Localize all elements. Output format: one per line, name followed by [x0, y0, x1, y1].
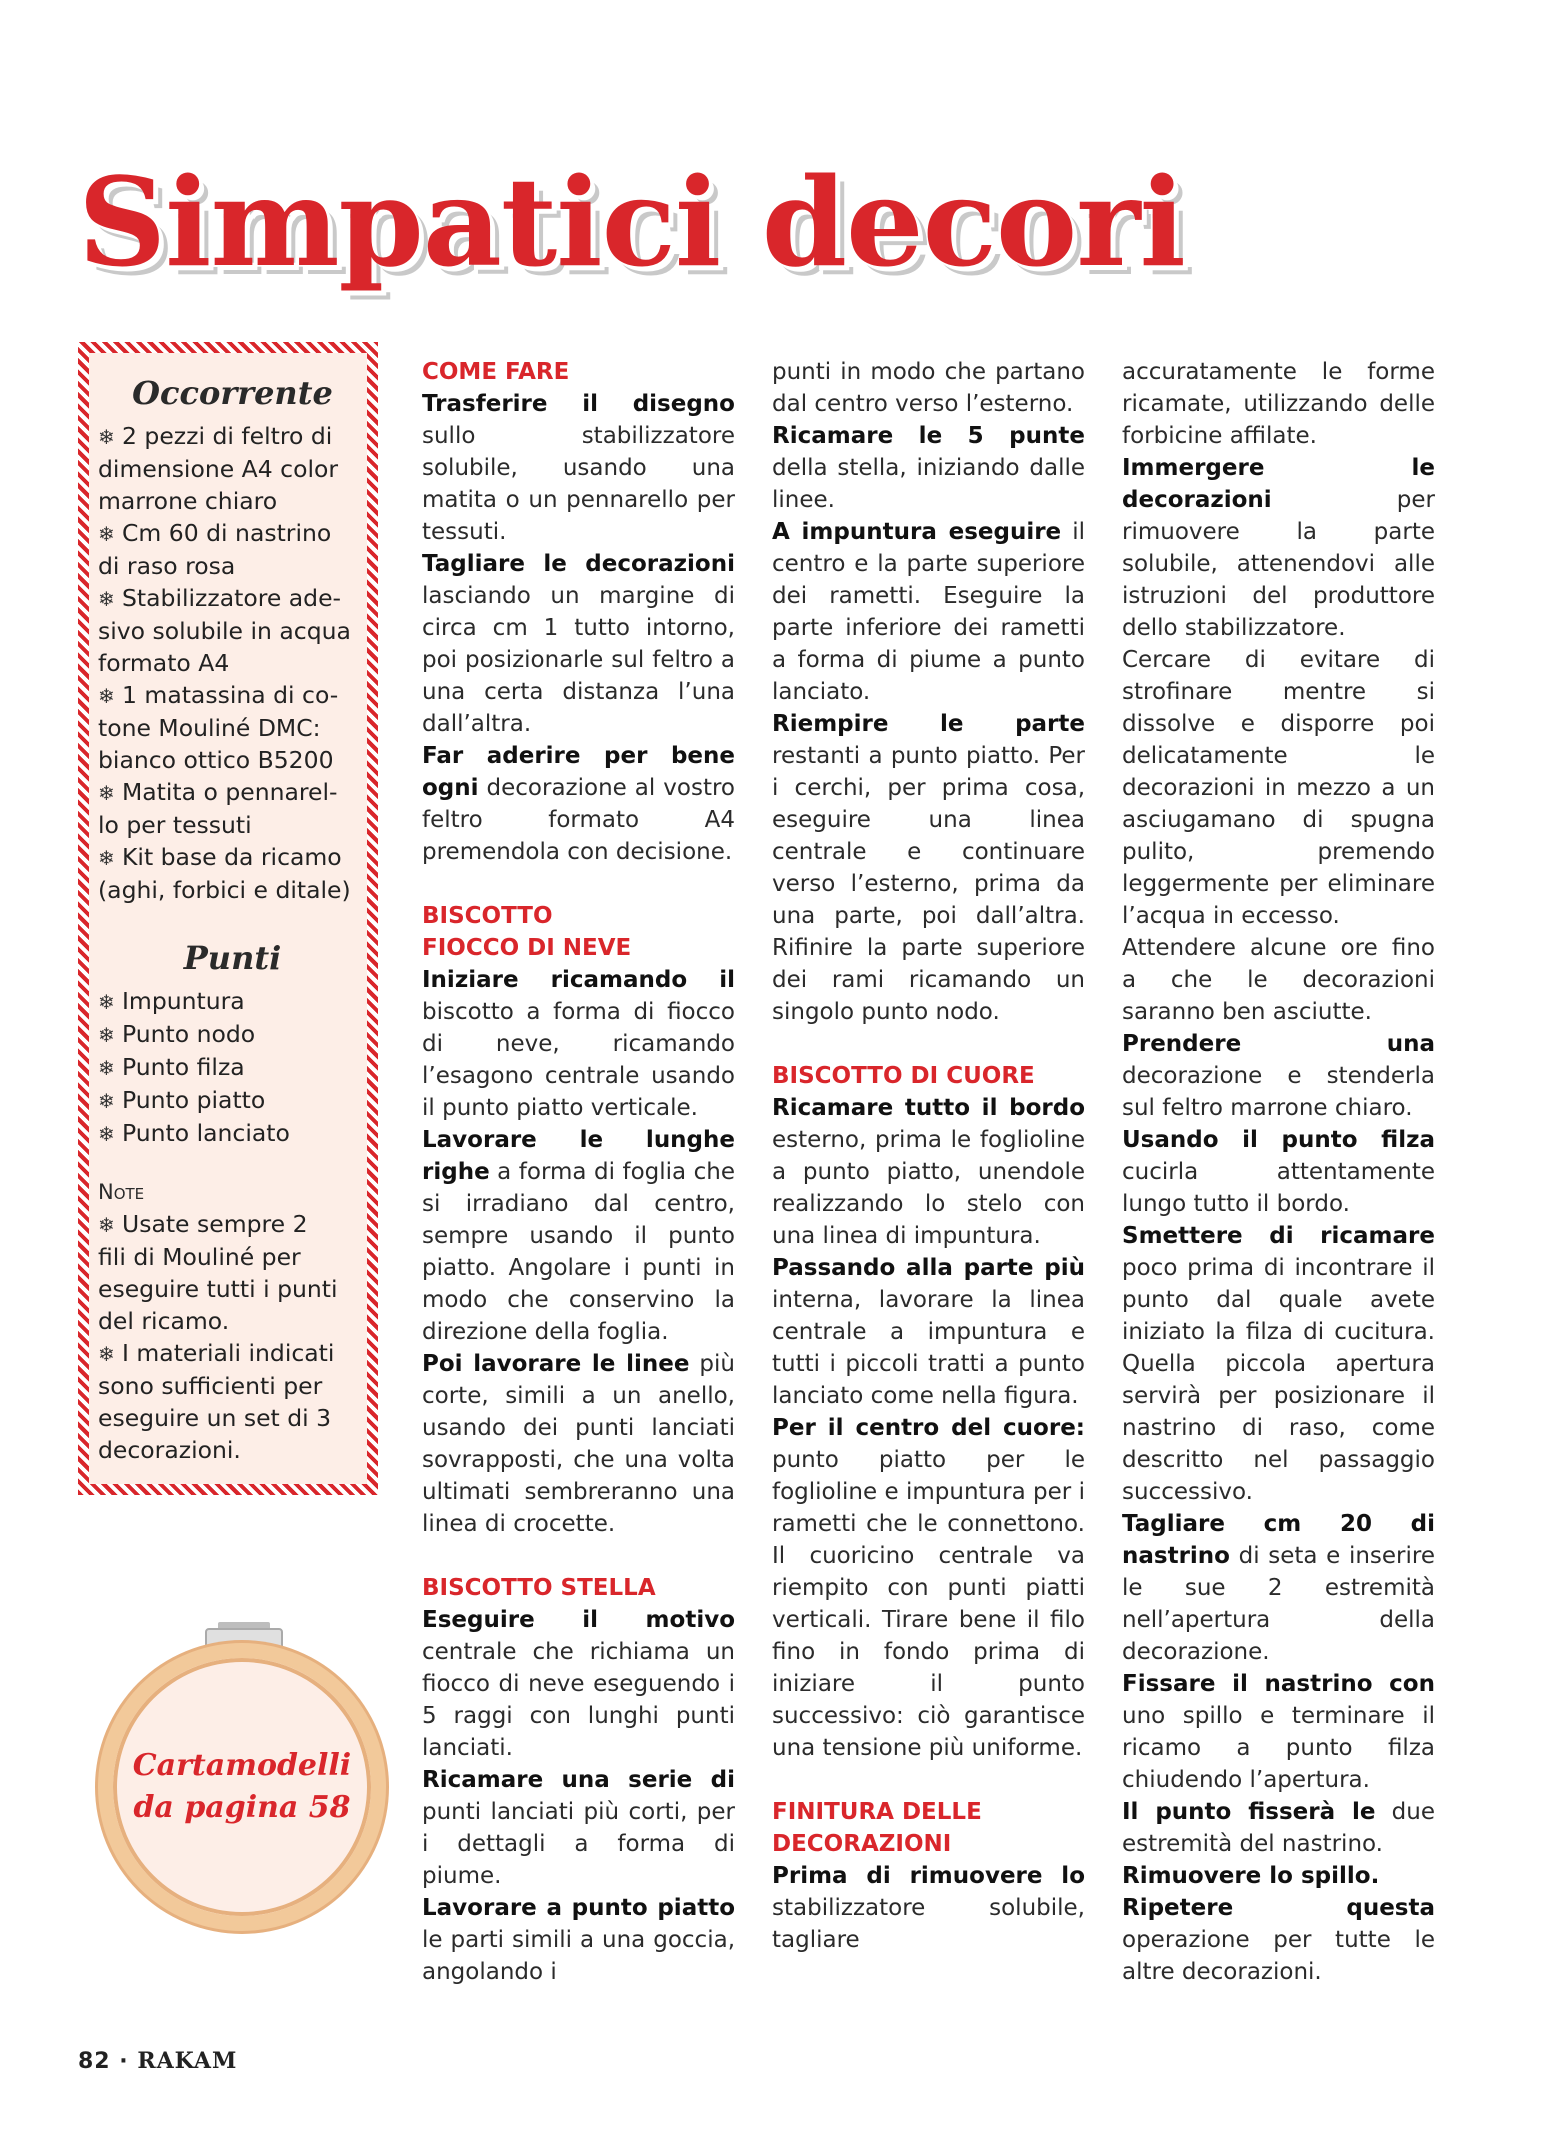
material-item: ❄ Stabilizzatore ade- [98, 582, 367, 615]
instruction-paragraph: Cercare di evitare di strofinare mentre si dissolve e disporre poi delicatamente le decorazioni in mezzo a un asciugamano di spugna pulito, premendo leggermente per eliminare l’acqua in eccesso. [1122, 647, 1435, 929]
instruction-paragraph [1122, 1860, 1435, 1892]
instruction-lead: Poi lavorare le linee [422, 1351, 690, 1377]
instruction-lead: Rimuovere lo spillo. [1122, 1863, 1380, 1889]
snowflake-bullet-icon: ❄ [98, 780, 115, 805]
section-gap [422, 868, 735, 900]
instruction-lead: Il punto fisserà le [1122, 1799, 1376, 1825]
footer-separator: · [119, 2049, 129, 2074]
instruction-paragraph: Ripetere questa operazione per tutte le altre decorazioni. [1122, 1895, 1435, 1985]
material-item: formato A4 [98, 648, 230, 677]
text-column-2 [772, 356, 1085, 1956]
snowflake-bullet-icon: ❄ [98, 424, 115, 449]
material-item: ❄ Cm 60 di nastrino [98, 517, 367, 550]
stitch-item: ❄ Punto nodo [98, 1018, 367, 1051]
stitch-item: ❄ Punto lanciato [98, 1117, 367, 1150]
stitch-item: ❄ Punto filza [98, 1051, 367, 1084]
instruction-lead: Iniziare ricamando il [422, 967, 735, 993]
note-item: eseguire tutti i punti [98, 1274, 338, 1303]
page-footer [78, 2048, 237, 2074]
instruction-paragraph: Tagliare cm 20 di nastrino di seta e inserire le sue 2 estremità nell’apertura della decorazione. [1122, 1511, 1435, 1665]
instruction-paragraph: Tagliare le decorazioni lasciando un margine di circa cm 1 tutto intorno, poi posizionarle sul feltro a una certa distanza l’una dall’altra. [422, 551, 735, 737]
text-column-3 [1122, 356, 1435, 1988]
note-item: ❄ Usate sempre 2 [98, 1208, 367, 1241]
instruction-paragraph: Ricamare le 5 punte della stella, iniziando dalle linee. [772, 423, 1085, 513]
instruction-paragraph: A impuntura eseguire il centro e la parte superiore dei rametti. Eseguire la parte inferiore dei rametti a forma di piume a punto lanciato. [772, 519, 1085, 705]
instruction-lead: Riempire le parte [772, 711, 1085, 737]
instruction-paragraph: Il punto fisserà le due estremità del nastrino. [1122, 1799, 1435, 1857]
instruction-paragraph: Lavorare a punto piatto le parti simili a una goccia, angolando i [422, 1895, 735, 1985]
instruction-lead: Immergere le decorazioni [1122, 455, 1435, 513]
note-item: decorazioni. [98, 1435, 241, 1464]
instruction-lead: Trasferire il disegno [422, 391, 735, 417]
material-item: tone Mouliné DMC: [98, 713, 321, 742]
stitch-item: ❄ Punto piatto [98, 1084, 367, 1117]
material-item: ❄ 2 pezzi di feltro di [98, 420, 367, 453]
section-heading: DECORAZIONI [772, 1831, 952, 1857]
patterns-line-1: Cartamodelli [132, 1748, 352, 1783]
section-gap [422, 1540, 735, 1572]
instruction-lead: Far aderire per bene ogni [422, 743, 735, 801]
instruction-paragraph: Poi lavorare le linee più corte, simili a un anello, usando dei punti lanciati sovrapposti, che una volta ultimati sembreranno una linea di crocette. [422, 1351, 735, 1537]
note-title: Note [98, 1179, 145, 1204]
material-item: bianco ottico B5200 [98, 745, 334, 774]
instruction-paragraph: Ricamare tutto il bordo esterno, prima le foglioline a punto piatto, unendole realizzando lo stelo con una linea di impuntura. [772, 1095, 1085, 1249]
instruction-lead: Lavorare a punto piatto [422, 1895, 735, 1921]
materials-heading: Occorrente [132, 374, 333, 412]
text-column-1 [422, 356, 735, 1988]
instruction-lead: Passando alla parte più [772, 1255, 1085, 1281]
section-gap [772, 1764, 1085, 1796]
materials-list [98, 420, 367, 906]
instruction-lead: Ricamare una serie di [422, 1767, 735, 1793]
note-item: fili di Mouliné per [98, 1242, 301, 1271]
instruction-lead: Tagliare cm 20 di nastrino [1122, 1511, 1435, 1569]
note-item: sono sufficienti per [98, 1371, 323, 1400]
notes-list [98, 1208, 367, 1466]
note-item: del ricamo. [98, 1306, 230, 1335]
instruction-paragraph: Immergere le decorazioni per rimuovere la parte solubile, attenendovi alle istruzioni del produttore dello stabilizzatore. [1122, 455, 1435, 641]
snowflake-bullet-icon: ❄ [98, 1055, 115, 1080]
section-heading: BISCOTTO STELLA [422, 1575, 656, 1601]
instruction-paragraph: Far aderire per bene ogni decorazione al vostro feltro formato A4 premendola con decisione. [422, 743, 735, 865]
magazine-name: RAKAM [137, 2048, 238, 2074]
section-heading: BISCOTTO [422, 903, 553, 929]
materials-box [78, 342, 378, 1495]
patterns-line-2: da pagina 58 [133, 1790, 351, 1825]
instruction-paragraph: Eseguire il motivo centrale che richiama un fiocco di neve eseguendo i 5 raggi con lunghi punti lanciati. [422, 1607, 735, 1761]
instruction-paragraph: Lavorare le lunghe righe a forma di foglia che si irradiano dal centro, sempre usando il punto piatto. Angolare i punti in modo che conservino la direzione della foglia. [422, 1127, 735, 1345]
instruction-paragraph: accuratamente le forme ricamate, utilizzando delle forbicine affilate. [1122, 359, 1435, 449]
material-item: dimensione A4 color [98, 454, 339, 483]
snowflake-bullet-icon: ❄ [98, 845, 115, 870]
instruction-lead: Smettere di ricamare [1122, 1223, 1435, 1249]
snowflake-bullet-icon: ❄ [98, 1341, 115, 1366]
material-item: (aghi, forbici e ditale) [98, 875, 351, 904]
material-item: marrone chiaro [98, 486, 278, 515]
page-number: 82 [78, 2049, 111, 2074]
instruction-lead: A impuntura eseguire [772, 519, 1062, 545]
instruction-lead: Tagliare le decorazioni [422, 551, 735, 577]
instruction-lead: Usando il punto filza [1122, 1127, 1435, 1153]
snowflake-bullet-icon: ❄ [98, 683, 115, 708]
stitch-item: ❄ Impuntura [98, 985, 367, 1018]
instruction-paragraph: Trasferire il disegno sullo stabilizzatore solubile, usando una matita o un pennarello per tessuti. [422, 391, 735, 545]
stitches-list [98, 985, 367, 1150]
instruction-lead: Per il centro del cuore: [772, 1415, 1085, 1441]
snowflake-bullet-icon: ❄ [98, 1212, 115, 1237]
instruction-paragraph: Smettere di ricamare poco prima di incontrare il punto dal quale avete iniziato la filza di cucitura. Quella piccola apertura servirà per posizionare il nastrino di raso, come descritto nel passaggio successivo. [1122, 1223, 1435, 1505]
material-item: ❄ Matita o pennarel- [98, 776, 367, 809]
snowflake-bullet-icon: ❄ [98, 586, 115, 611]
section-gap [772, 1028, 1085, 1060]
snowflake-bullet-icon: ❄ [98, 989, 115, 1014]
instruction-lead: Prendere una [1122, 1031, 1435, 1057]
instruction-paragraph: Iniziare ricamando il biscotto a forma di fiocco di neve, ricamando l’esagono centrale usando il punto piatto verticale. [422, 967, 735, 1121]
section-heading: BISCOTTO DI CUORE [772, 1063, 1035, 1089]
instruction-lead: Fissare il nastrino con [1122, 1671, 1435, 1697]
instruction-paragraph: Per il centro del cuore: punto piatto per le foglioline e impuntura per i rametti che le connettono. Il cuoricino centrale va riempito con punti piatti verticali. Tirare bene il filo fino in fondo prima di iniziare il punto successivo: ciò garantisce una tensione più uniforme. [772, 1415, 1085, 1761]
material-item: lo per tessuti [98, 810, 252, 839]
material-item: ❄ Kit base da ricamo [98, 841, 367, 874]
snowflake-bullet-icon: ❄ [98, 521, 115, 546]
instruction-lead: Ripetere questa [1122, 1895, 1435, 1921]
instruction-paragraph: Attendere alcune ore fino a che le decorazioni saranno ben asciutte. [1122, 935, 1435, 1025]
stitches-heading: Punti [183, 938, 282, 977]
snowflake-bullet-icon: ❄ [98, 1088, 115, 1113]
instruction-paragraph: Passando alla parte più interna, lavorare la linea centrale a impuntura e tutti i piccoli tratti a punto lanciato come nella figura. [772, 1255, 1085, 1409]
instruction-lead: Eseguire il motivo [422, 1607, 735, 1633]
note-item: eseguire un set di 3 [98, 1403, 332, 1432]
snowflake-bullet-icon: ❄ [98, 1022, 115, 1047]
instruction-paragraph: Ricamare una serie di punti lanciati più corti, per i dettagli a forma di piume. [422, 1767, 735, 1889]
instruction-lead: Lavorare le lunghe righe [422, 1127, 735, 1185]
page-title: Simpatici decori [78, 150, 1185, 294]
section-heading: COME FARE [422, 359, 570, 385]
patterns-reference [128, 1745, 356, 1829]
material-item: di raso rosa [98, 551, 236, 580]
instruction-lead: Prima di rimuovere lo [772, 1863, 1085, 1889]
material-item: sivo solubile in acqua [98, 616, 351, 645]
instruction-lead: Ricamare tutto il bordo [772, 1095, 1085, 1121]
instruction-paragraph: Usando il punto filza cucirla attentamente lungo tutto il bordo. [1122, 1127, 1435, 1217]
instruction-paragraph: Riempire le parte restanti a punto piatto. Per i cerchi, per prima cosa, eseguire una linea centrale e continuare verso l’esterno, prima da una parte, poi dall’altra. Rifinire la parte superiore dei rami ricamando un singolo punto nodo. [772, 711, 1085, 1025]
instruction-paragraph: Prendere una decorazione e stenderla sul feltro marrone chiaro. [1122, 1031, 1435, 1121]
section-heading: FINITURA DELLE [772, 1799, 982, 1825]
instruction-paragraph: Prima di rimuovere lo stabilizzatore solubile, tagliare [772, 1863, 1085, 1953]
snowflake-bullet-icon: ❄ [98, 1121, 115, 1146]
instruction-paragraph: punti in modo che partano dal centro verso l’esterno. [772, 359, 1085, 417]
instruction-paragraph: Fissare il nastrino con uno spillo e terminare il ricamo a punto filza chiudendo l’apertura. [1122, 1671, 1435, 1793]
note-item: ❄ I materiali indicati [98, 1337, 367, 1370]
section-heading: FIOCCO DI NEVE [422, 935, 632, 961]
instruction-lead: Ricamare le 5 punte [772, 423, 1085, 449]
material-item: ❄ 1 matassina di co- [98, 679, 367, 712]
